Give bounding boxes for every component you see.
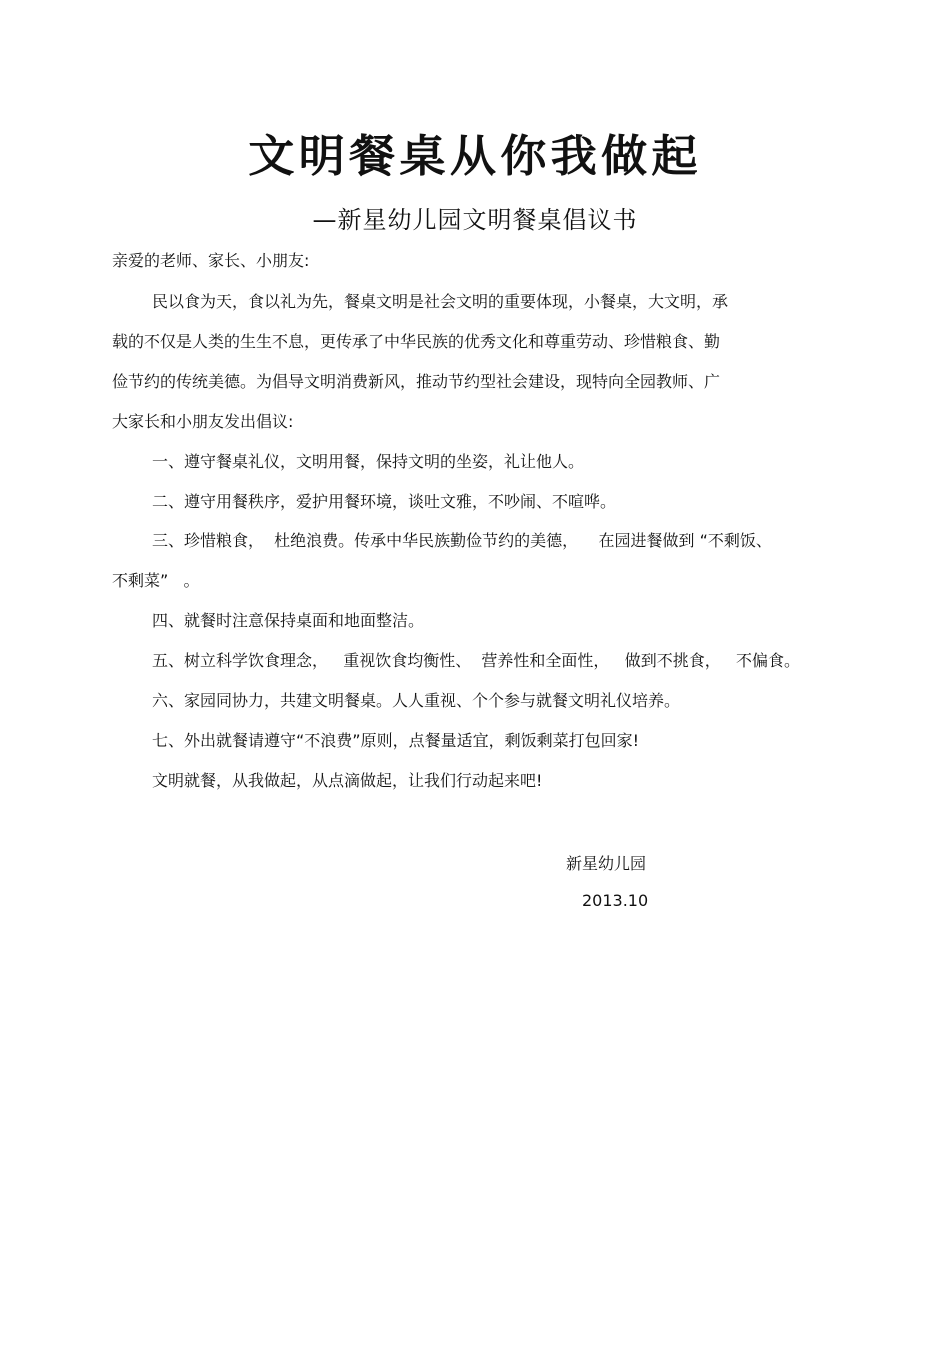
item-3: 三、珍惜粮食， 杜绝浪费。传承中华民族勤俭节约的美德， 在园进餐做到 “不剩饭、: [152, 531, 772, 550]
intro-line-1: 民以食为天，食以礼为先，餐桌文明是社会文明的重要体现，小餐桌，大文明，承: [152, 292, 729, 311]
item-3-continued: 不剩菜” 。: [112, 571, 200, 590]
intro-line-2: 载的不仅是人类的生生不息，更传承了中华民族的优秀文化和尊重劳动、珍惜粮食、勤: [112, 332, 721, 351]
closing: 文明就餐，从我做起，从点滴做起，让我们行动起来吧!: [152, 771, 543, 790]
item-2: 二、遵守用餐秩序，爱护用餐环境，谈吐文雅，不吵闹、不喧哗。: [152, 492, 617, 511]
greeting: 亲爱的老师、家长、小朋友:: [112, 251, 310, 270]
document-title: 文明餐桌从你我做起: [248, 131, 702, 182]
item-7: 七、外出就餐请遵守“不浪费”原则，点餐量适宜，剩饭剩菜打包回家!: [152, 731, 639, 750]
item-4: 四、就餐时注意保持桌面和地面整洁。: [152, 611, 425, 630]
signature-date: 2013.10: [582, 891, 649, 910]
document-subtitle: —新星幼儿园文明餐桌倡议书: [312, 206, 638, 234]
item-6: 六、家园同协力，共建文明餐桌。人人重视、个个参与就餐文明礼仪培养。: [152, 691, 681, 710]
intro-line-3: 俭节约的传统美德。为倡导文明消费新风，推动节约型社会建设，现特向全园教师、广: [112, 372, 721, 391]
item-5: 五、树立科学饮食理念， 重视饮食均衡性、 营养性和全面性， 做到不挑食， 不偏食。: [152, 651, 800, 670]
intro-line-4: 大家长和小朋友发出倡议:: [112, 412, 294, 431]
signature-org: 新星幼儿园: [566, 854, 647, 873]
item-1: 一、遵守餐桌礼仪，文明用餐，保持文明的坐姿，礼让他人。: [152, 452, 585, 471]
